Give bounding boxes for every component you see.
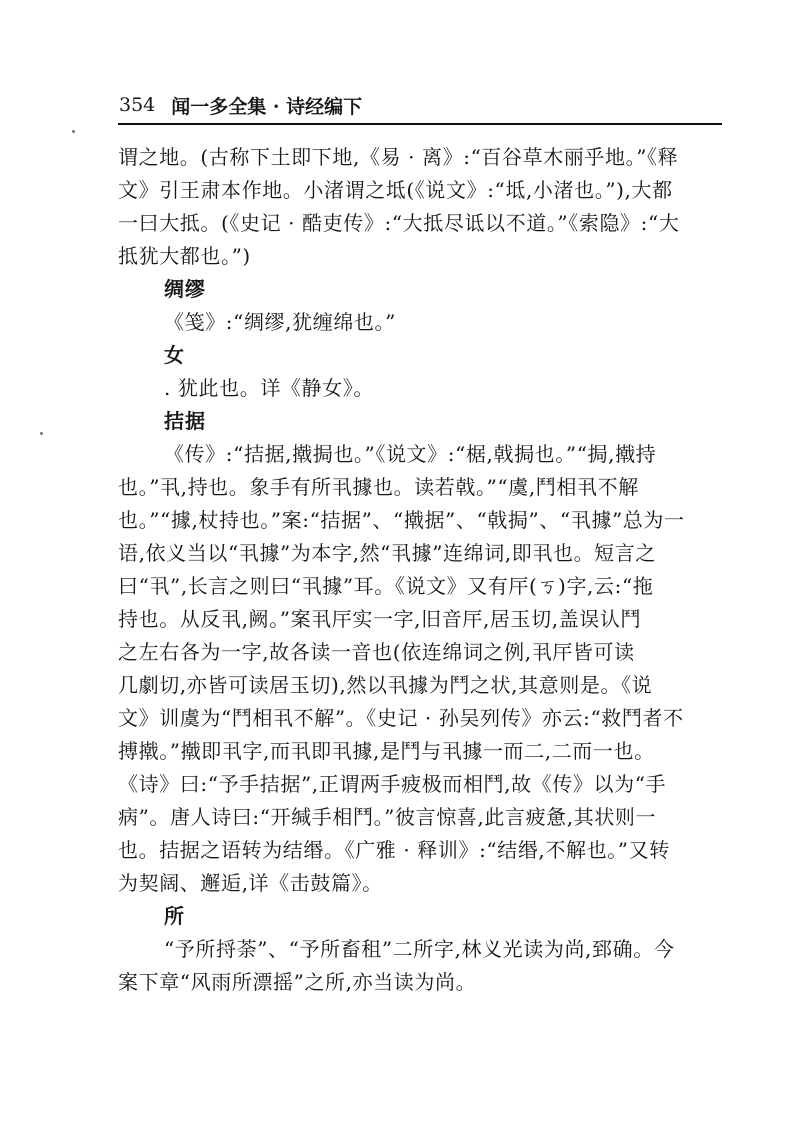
entry-heading: 所 bbox=[164, 904, 185, 928]
text-line: 病”。唐人诗曰:“开缄手相鬥。”彼言惊喜,此言疲惫,其状则一 bbox=[118, 805, 657, 829]
text-line: 几劇切,亦皆可读居玉切),然以丮據为鬥之状,其意则是。《说 bbox=[118, 673, 653, 697]
text-line: 也。”“據,杖持也。”案:“拮据”、“撠据”、“戟挶”、“丮據”总为一 bbox=[118, 508, 685, 532]
text-line: 抵犹大都也。”) bbox=[118, 244, 251, 268]
text-line: 曰“丮”,长言之则曰“丮據”耳。《说文》又有厈(ㄎ)字,云:“拖 bbox=[118, 574, 654, 598]
page-number: 354 bbox=[119, 94, 156, 116]
header-rule bbox=[118, 123, 722, 125]
text-line: 谓之地。(古称下土即下地,《易 · 离》:“百谷草木丽乎地。”《释 bbox=[118, 145, 679, 169]
entry-heading: 女 bbox=[164, 343, 185, 367]
entry-heading: 绸缪 bbox=[164, 277, 206, 301]
page-body bbox=[118, 141, 724, 999]
text-line: 语,依义当以“丮據”为本字,然“丮據”连绵词,即丮也。短言之 bbox=[118, 541, 656, 565]
text-line: . 犹此也。详《静女》。 bbox=[164, 376, 374, 400]
text-line: 也。”丮,持也。象手有所丮據也。读若戟。”“虞,鬥相丮不解 bbox=[118, 475, 639, 499]
text-line: 一曰大抵。(《史记 · 酷吏传》:“大抵尽诋以不道。”《索隐》:“大 bbox=[118, 211, 680, 235]
entry-heading: 拮据 bbox=[164, 409, 206, 433]
text-line: 持也。从反丮,阙。”案丮厈实一字,旧音厈,居玉切,盖误认鬥 bbox=[118, 607, 642, 631]
text-line: 《传》:“拮据,撠挶也。”《说文》:“椐,戟挶也。”“挶,撠持 bbox=[164, 442, 657, 466]
text-line: 文》引王肃本作地。小渚谓之坻(《说文》:“坻,小渚也。”),大都 bbox=[118, 178, 673, 202]
entry-paragraph bbox=[118, 372, 724, 405]
text-line: 文》训虞为“鬥相丮不解”。《史记 · 孙吴列传》亦云:“救鬥者不 bbox=[118, 706, 684, 730]
running-header bbox=[119, 90, 719, 120]
entry-paragraph bbox=[118, 933, 724, 999]
text-line: “予所捋荼”、“予所畜租”二所字,林义光读为尚,郅确。今 bbox=[164, 937, 675, 961]
entry-paragraph bbox=[118, 438, 724, 900]
text-line: 案下章“风雨所漂摇”之所,亦当读为尚。 bbox=[118, 970, 477, 994]
text-line: 为契阔、邂逅,详《击鼓篇》。 bbox=[118, 871, 383, 895]
text-line: 也。拮据之语转为结缗。《广雅 · 释训》:“结缗,不解也。”又转 bbox=[118, 838, 670, 862]
scan-speck bbox=[40, 432, 43, 435]
text-line: 之左右各为一字,故各读一音也(依连绵词之例,丮厈皆可读 bbox=[118, 640, 635, 664]
entry-paragraph bbox=[118, 141, 724, 273]
entry-paragraph bbox=[118, 306, 724, 339]
text-line: 《笺》:“绸缪,犹缠绵也。” bbox=[164, 310, 396, 334]
running-title: 闻一多全集 · 诗经编下 bbox=[171, 95, 363, 118]
text-line: 搏撠。”撠即丮字,而丮即丮據,是鬥与丮據一而二,二而一也。 bbox=[118, 739, 655, 763]
scan-speck bbox=[72, 130, 75, 133]
text-line: 《诗》曰:“予手拮据”,正谓两手疲极而相鬥,故《传》以为“手 bbox=[118, 772, 667, 796]
